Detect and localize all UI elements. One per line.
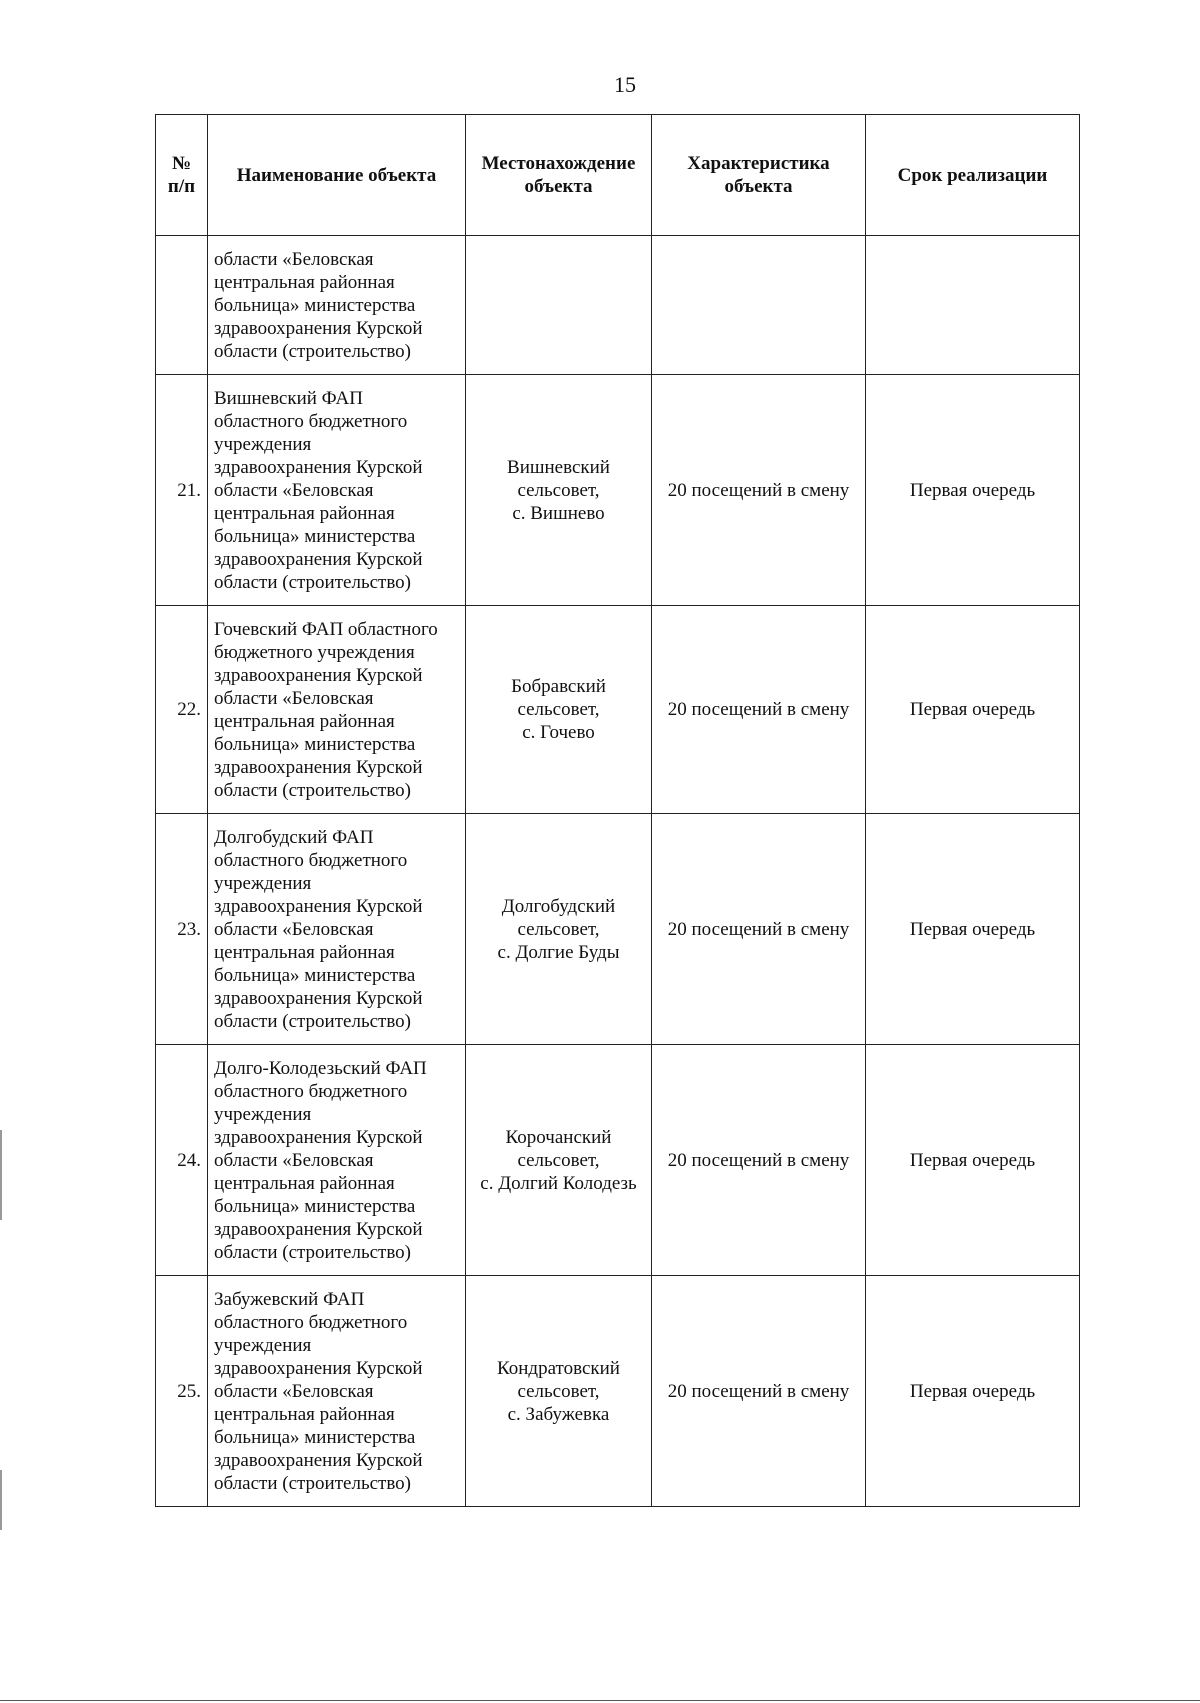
header-num: № п/п [156,115,208,236]
cell-characteristic: 20 посещений в смену [652,1276,866,1507]
cell-term: Первая очередь [866,1276,1080,1507]
header-name: Наименование объекта [208,115,466,236]
cell-term: Первая очередь [866,375,1080,606]
table-row [156,606,1080,814]
cell-name: Гочевский ФАП областного бюджетного учреждения здравоохранения Курской области «Беловская центральная районная больница» министерства здравоохранения Курской области (строительство) [208,606,466,814]
scan-margin-mark [0,1130,2,1220]
cell-characteristic: 20 посещений в смену [652,814,866,1045]
header-location: Местонахождение объекта [466,115,652,236]
cell-num [156,236,208,375]
cell-term: Первая очередь [866,814,1080,1045]
cell-location: Бобравский сельсовет, с. Гочево [466,606,652,814]
cell-num: 24. [156,1045,208,1276]
cell-num: 22. [156,606,208,814]
cell-name: Долгобудский ФАП областного бюджетного учреждения здравоохранения Курской области «Беловская центральная районная больница» министерства здравоохранения Курской области (строительство) [208,814,466,1045]
header-characteristic: Характеристика объекта [652,115,866,236]
objects-table [155,114,1080,1507]
cell-num: 21. [156,375,208,606]
cell-name: области «Беловская центральная районная больница» министерства здравоохранения Курской области (строительство) [208,236,466,375]
cell-num: 25. [156,1276,208,1507]
table-row [156,375,1080,606]
cell-name: Вишневский ФАП областного бюджетного учреждения здравоохранения Курской области «Беловская центральная районная больница» министерства здравоохранения Курской области (строительство) [208,375,466,606]
cell-term [866,236,1080,375]
cell-location: Вишневский сельсовет, с. Вишнево [466,375,652,606]
cell-location: Корочанский сельсовет, с. Долгий Колодезь [466,1045,652,1276]
table-row [156,1276,1080,1507]
header-term: Срок реализации [866,115,1080,236]
cell-characteristic [652,236,866,375]
cell-characteristic: 20 посещений в смену [652,375,866,606]
cell-characteristic: 20 посещений в смену [652,1045,866,1276]
cell-name: Забужевский ФАП областного бюджетного учреждения здравоохранения Курской области «Беловская центральная районная больница» министерства здравоохранения Курской области (строительство) [208,1276,466,1507]
table-header-row [156,115,1080,236]
cell-location [466,236,652,375]
cell-term: Первая очередь [866,1045,1080,1276]
table-row [156,814,1080,1045]
scan-margin-mark [0,1470,2,1530]
table-row [156,1045,1080,1276]
page-number: 15 [614,72,636,97]
cell-term: Первая очередь [866,606,1080,814]
table-row-continuation [156,236,1080,375]
cell-characteristic: 20 посещений в смену [652,606,866,814]
scan-bottom-edge [0,1700,1200,1701]
cell-location: Кондратовский сельсовет, с. Забужевка [466,1276,652,1507]
cell-num: 23. [156,814,208,1045]
cell-location: Долгобудский сельсовет, с. Долгие Буды [466,814,652,1045]
cell-name: Долго-Колодезьский ФАП областного бюджетного учреждения здравоохранения Курской области «Беловская центральная районная больница» министерства здравоохранения Курской области (строительство) [208,1045,466,1276]
